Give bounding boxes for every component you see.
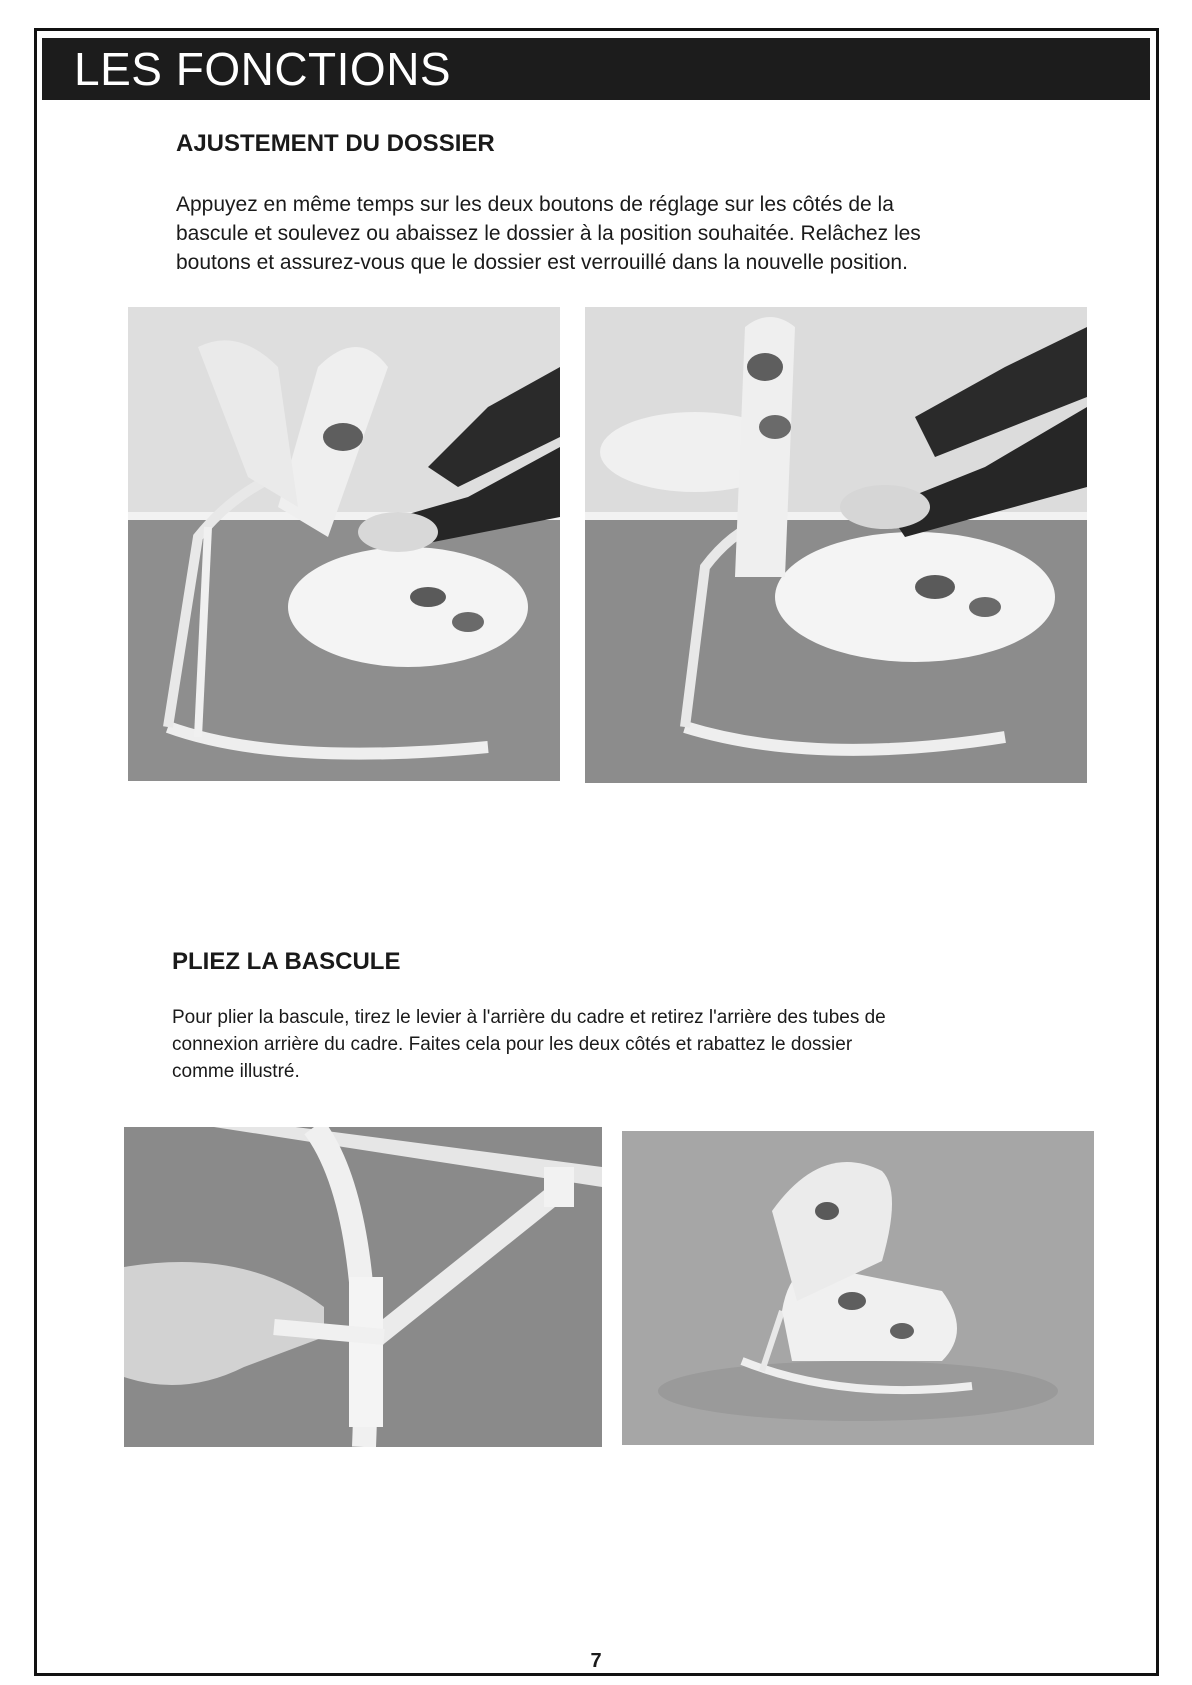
photo-adjust-backrest-2 — [585, 307, 1087, 783]
text-line: connexion arrière du cadre. Faites cela pour les deux côtés et rabattez le dossier — [172, 1034, 853, 1055]
photo-folded-bouncer — [622, 1131, 1094, 1445]
section-heading-fold: PLIEZ LA BASCULE — [172, 948, 401, 975]
section-text-backrest — [176, 190, 921, 277]
photo-fold-lever — [124, 1127, 602, 1447]
page-number: 7 — [590, 1650, 602, 1672]
section-banner — [42, 38, 1150, 100]
text-line: Appuyez en même temps sur les deux boutons de réglage sur les côtés de la — [176, 193, 894, 216]
page-title: LES FONCTIONS — [74, 43, 452, 95]
photo-adjust-backrest-1 — [128, 307, 560, 781]
text-line: bascule et soulevez ou abaissez le dossier à la position souhaitée. Relâchez les — [176, 222, 921, 245]
text-line: boutons et assurez-vous que le dossier est verrouillé dans la nouvelle position. — [176, 251, 908, 274]
text-line: Pour plier la bascule, tirez le levier à l'arrière du cadre et retirez l'arrière des tubes de — [172, 1007, 886, 1028]
section-heading-backrest: AJUSTEMENT DU DOSSIER — [176, 130, 495, 157]
section-text-fold — [172, 1004, 886, 1085]
text-line: comme illustré. — [172, 1061, 300, 1082]
